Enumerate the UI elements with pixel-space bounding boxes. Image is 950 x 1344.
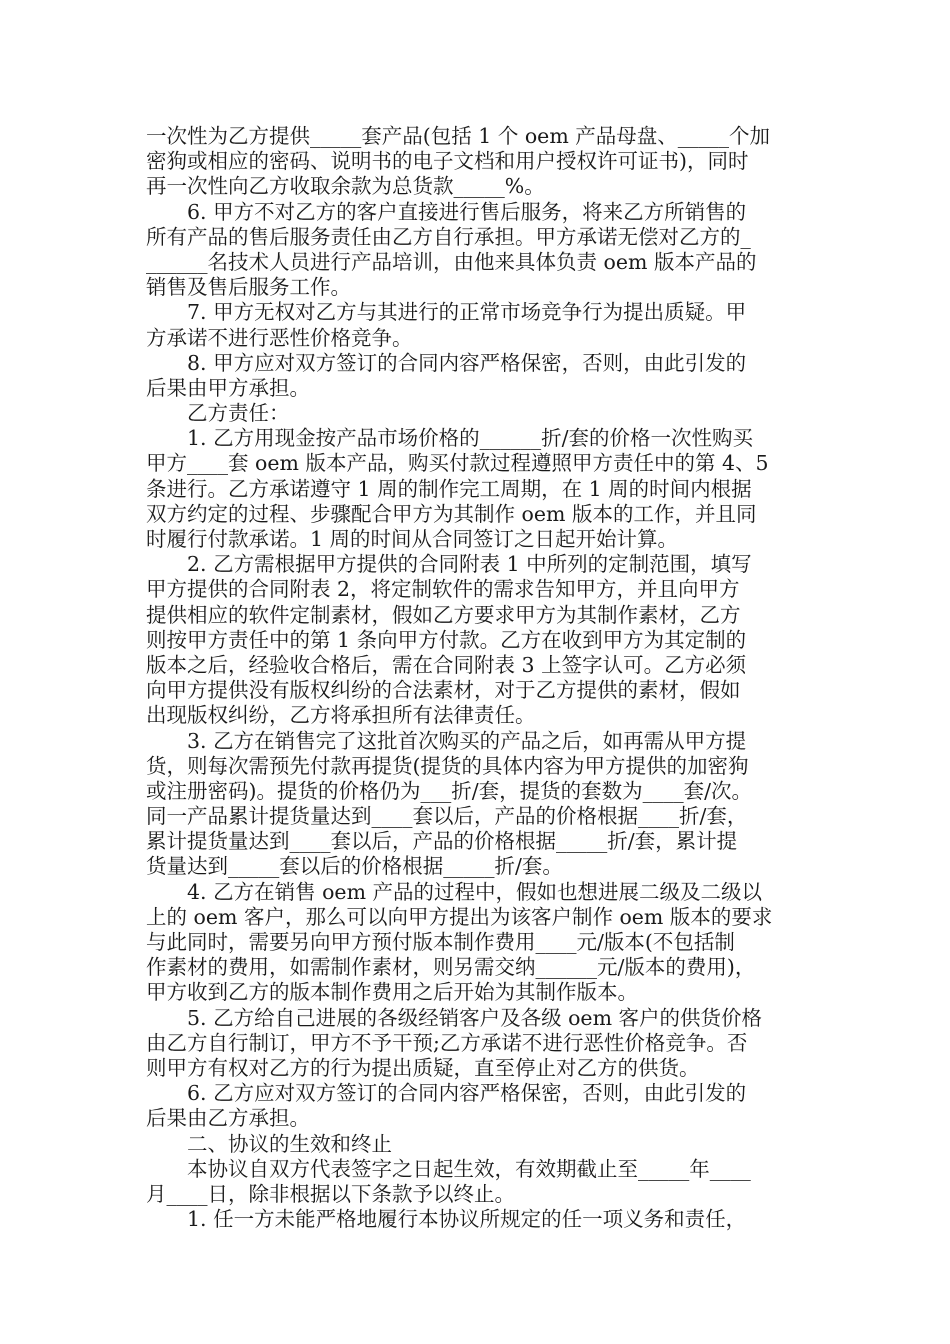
section-heading: 乙方责任： [146, 401, 290, 426]
text-line: 3. 乙方在销售完了这批首次购买的产品之后，如再需从甲方提 [146, 728, 747, 753]
text-line: 8. 甲方应对双方签订的合同内容严格保密，否则，由此引发的 [146, 350, 747, 375]
text-line: 货量达到_____套以后的价格根据_____折/套。 [146, 854, 563, 879]
text-line: 同一产品累计提货量达到____套以后，产品的价格根据____折/套， [146, 804, 748, 829]
text-line: 向甲方提供没有版权纠纷的合法素材，对于乙方提供的素材，假如 [146, 678, 741, 703]
text-line: ______名技术人员进行产品培训，由他来具体负责 oem 版本产品的 [146, 249, 757, 274]
text-line: 一次性为乙方提供_____套产品(包括 1 个 oem 产品母盘、_____个加 [146, 124, 771, 148]
text-line: 上的 oem 客户，那么可以向甲方提出为该客户制作 oem 版本的要求 [146, 904, 773, 929]
text-line: 后果由甲方承担。 [146, 375, 310, 400]
text-line: 7. 甲方无权对乙方与其进行的正常市场竞争行为提出质疑。甲 [146, 300, 747, 325]
text-line: 条进行。乙方承诺遵守 1 周的制作完工周期，在 1 周的时间内根据 [146, 476, 752, 501]
text-line: 提供相应的软件定制素材，假如乙方要求甲方为其制作素材，乙方 [146, 602, 741, 627]
text-line: 或注册密码)。提货的价格仍为___折/套，提货的套数为____套/次。 [146, 778, 753, 803]
text-line: 由乙方自行制订，甲方不予干预;乙方承诺不进行恶性价格竞争。否 [146, 1030, 748, 1055]
text-line: 甲方收到乙方的版本制作费用之后开始为其制作版本。 [146, 980, 638, 1005]
text-line: 1. 乙方用现金按产品市场价格的______折/套的价格一次性购买 [146, 426, 753, 451]
text-line: 作素材的费用，如需制作素材，则另需交纳______元/版本的费用)， [146, 955, 756, 980]
text-line: 月____日，除非根据以下条款予以终止。 [146, 1181, 515, 1206]
text-line: 密狗或相应的密码、说明书的电子文档和用户授权许可证书)，同时 [146, 149, 749, 174]
text-line: 本协议自双方代表签字之日起生效，有效期截止至_____年____ [146, 1156, 751, 1181]
text-line: 则按甲方责任中的第 1 条向甲方付款。乙方在收到甲方为其定制的 [146, 627, 747, 652]
text-line: 6. 甲方不对乙方的客户直接进行售后服务，将来乙方所销售的 [146, 199, 747, 224]
section-heading: 二、协议的生效和终止 [146, 1131, 392, 1156]
text-line: 版本之后，经验收合格后，需在合同附表 3 上签字认可。乙方必须 [146, 652, 747, 677]
text-line: 甲方____套 oem 版本产品，购买付款过程遵照甲方责任中的第 4、5 [146, 451, 769, 476]
text-line: 后果由乙方承担。 [146, 1106, 310, 1131]
text-line: 再一次性向乙方收取余款为总货款_____%。 [146, 174, 545, 199]
text-line: 销售及售后服务工作。 [146, 275, 351, 300]
text-line: 方承诺不进行恶性价格竞争。 [146, 325, 413, 350]
text-line: 5. 乙方给自己进展的各级经销客户及各级 oem 客户的供货价格 [146, 1005, 763, 1030]
text-line: 货，则每次需预先付款再提货(提货的具体内容为甲方提供的加密狗 [146, 753, 749, 778]
text-line: 2. 乙方需根据甲方提供的合同附表 1 中所列的定制范围，填写 [146, 552, 752, 577]
text-line: 累计提货量达到____套以后，产品的价格根据_____折/套，累计提 [146, 829, 738, 854]
text-line: 6. 乙方应对双方签订的合同内容严格保密，否则，由此引发的 [146, 1081, 747, 1106]
text-line: 双方约定的过程、步骤配合甲方为其制作 oem 版本的工作，并且同 [146, 501, 757, 526]
text-line: 时履行付款承诺。1 周的时间从合同签订之日起开始计算。 [146, 527, 679, 551]
text-line: 1. 任一方未能严格地履行本协议所规定的任一项义务和责任， [146, 1207, 747, 1232]
text-line: 甲方提供的合同附表 2，将定制软件的需求告知甲方，并且向甲方 [146, 577, 740, 602]
text-line: 所有产品的售后服务责任由乙方自行承担。甲方承诺无偿对乙方的_ [146, 224, 751, 249]
text-line: 则甲方有权对乙方的行为提出质疑，直至停止对乙方的供货。 [146, 1055, 700, 1080]
text-line: 出现版权纠纷，乙方将承担所有法律责任。 [146, 703, 536, 728]
document-body [146, 124, 818, 1232]
text-line: 4. 乙方在销售 oem 产品的过程中，假如也想进展二级及二级以 [146, 879, 763, 904]
text-line: 与此同时，需要另向甲方预付版本制作费用____元/版本(不包括制 [146, 930, 735, 954]
